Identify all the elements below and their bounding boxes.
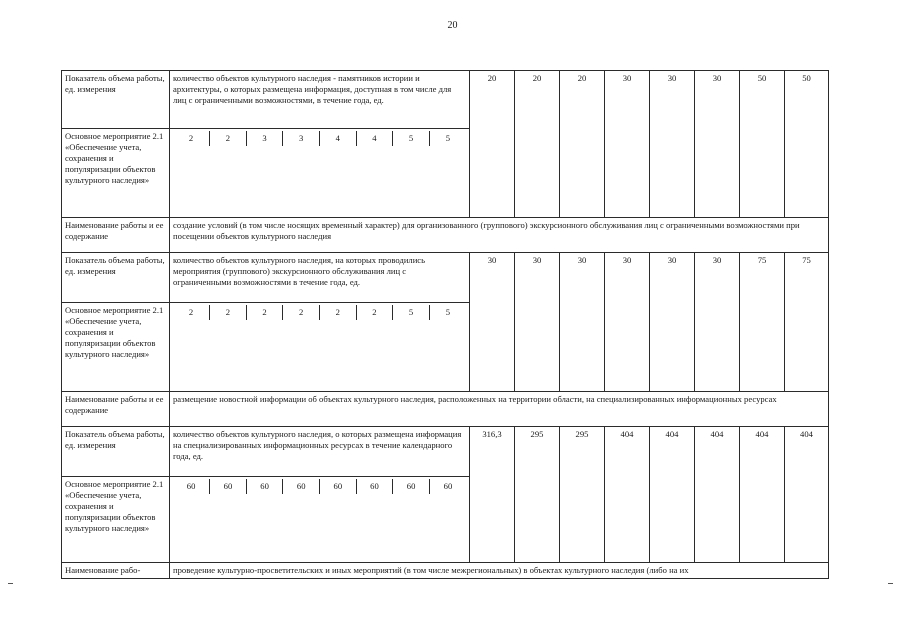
indicator-value: 20 — [470, 71, 515, 218]
indicator-label: Показатель объема работы, ед. измерения — [62, 71, 170, 129]
event-value: 5 — [445, 133, 451, 143]
event-value: 60 — [320, 479, 357, 494]
indicator-value: 30 — [650, 71, 695, 218]
indicator-value: 404 — [740, 427, 785, 563]
indicator-value: 50 — [785, 71, 829, 218]
indicator-value: 50 — [740, 71, 785, 218]
event-values-cell — [170, 129, 470, 218]
event-value: 2 — [246, 305, 283, 320]
work-description: проведение культурно-просветительских и иных мероприятий (в том числе межрегиональных) в объектах культурного наследия (либо на их — [170, 563, 829, 579]
indicator-row — [62, 427, 829, 477]
event-value: 60 — [356, 479, 393, 494]
event-values-grid — [173, 305, 466, 320]
event-value: 5 — [393, 305, 430, 320]
event-label: Основное мероприятие 2.1 «Обеспечение учета, сохранения и популяризации объектов культурного наследия» — [62, 303, 170, 392]
event-value: 5 — [445, 307, 451, 317]
indicator-label: Показатель объема работы, ед. измерения — [62, 427, 170, 477]
indicator-value: 30 — [695, 253, 740, 392]
indicator-description: количество объектов культурного наследия - памятников истории и архитектуры, о которых размещена информация, доступная в том числе для лиц с ограниченными возможностями, в течение года, ед. — [170, 71, 470, 129]
event-value: 60 — [393, 479, 430, 494]
indicator-value: 20 — [515, 71, 560, 218]
work-label: Наименование работы и ее содержание — [62, 392, 170, 427]
event-value: 60 — [210, 479, 247, 494]
indicator-value: 295 — [560, 427, 605, 563]
scan-edge-mark-left — [8, 583, 13, 584]
indicator-value: 20 — [560, 71, 605, 218]
program-indicators-table — [61, 70, 829, 579]
event-values-grid — [173, 479, 466, 494]
event-values-cell — [170, 477, 470, 563]
indicator-description: количество объектов культурного наследия, о которых размещена информация на специализированных информационных ресурсах в течение календарного года, ед. — [170, 427, 470, 477]
indicator-value: 30 — [695, 71, 740, 218]
indicator-row — [62, 253, 829, 303]
event-label: Основное мероприятие 2.1 «Обеспечение учета, сохранения и популяризации объектов культурного наследия» — [62, 477, 170, 563]
event-value: 2 — [356, 305, 393, 320]
event-value: 60 — [283, 479, 320, 494]
work-label: Наименование рабо- — [62, 563, 170, 579]
event-value: 4 — [320, 131, 357, 146]
event-value: 3 — [246, 131, 283, 146]
event-value: 60 — [173, 479, 210, 494]
work-row — [62, 218, 829, 253]
indicator-value: 404 — [695, 427, 740, 563]
event-value: 60 — [246, 479, 283, 494]
indicator-value: 316,3 — [470, 427, 515, 563]
event-values-cell — [170, 303, 470, 392]
indicator-value: 30 — [470, 253, 515, 392]
event-value: 2 — [173, 131, 210, 146]
indicator-value: 30 — [605, 71, 650, 218]
event-values-grid — [173, 131, 466, 146]
event-value: 2 — [210, 305, 247, 320]
indicator-value: 404 — [650, 427, 695, 563]
indicator-value: 30 — [605, 253, 650, 392]
work-description: размещение новостной информации об объектах культурного наследия, расположенных на территории области, на специализированных информационных ресурсах — [170, 392, 829, 427]
indicator-value: 75 — [785, 253, 829, 392]
work-row — [62, 392, 829, 427]
event-value: 5 — [393, 131, 430, 146]
event-value: 3 — [283, 131, 320, 146]
event-value: 4 — [356, 131, 393, 146]
work-description: создание условий (в том числе носящих временный характер) для организованного (группового) экскурсионного обслуживания лиц с ограниченными возможностями при посещении объектов культурного наследия — [170, 218, 829, 253]
indicator-label: Показатель объема работы, ед. измерения — [62, 253, 170, 303]
event-value: 2 — [320, 305, 357, 320]
work-label: Наименование работы и ее содержание — [62, 218, 170, 253]
indicator-description: количество объектов культурного наследия, на которых проводились мероприятия (группового) экскурсионного обслуживания лиц с ограниченными возможностями в течение года, ед. — [170, 253, 470, 303]
indicator-value: 30 — [515, 253, 560, 392]
indicator-value: 75 — [740, 253, 785, 392]
event-value: 2 — [283, 305, 320, 320]
document-table-frame — [61, 70, 829, 579]
indicator-value: 404 — [785, 427, 829, 563]
indicator-value: 295 — [515, 427, 560, 563]
work-row-cutoff — [62, 563, 829, 579]
event-value: 60 — [443, 481, 453, 491]
indicator-value: 30 — [560, 253, 605, 392]
indicator-value: 30 — [650, 253, 695, 392]
page-number: 20 — [447, 20, 458, 31]
event-label: Основное мероприятие 2.1 «Обеспечение учета, сохранения и популяризации объектов культурного наследия» — [62, 129, 170, 218]
indicator-value: 404 — [605, 427, 650, 563]
indicator-row — [62, 71, 829, 129]
scan-edge-mark-right — [888, 583, 893, 584]
event-value: 2 — [173, 305, 210, 320]
event-value: 2 — [210, 131, 247, 146]
